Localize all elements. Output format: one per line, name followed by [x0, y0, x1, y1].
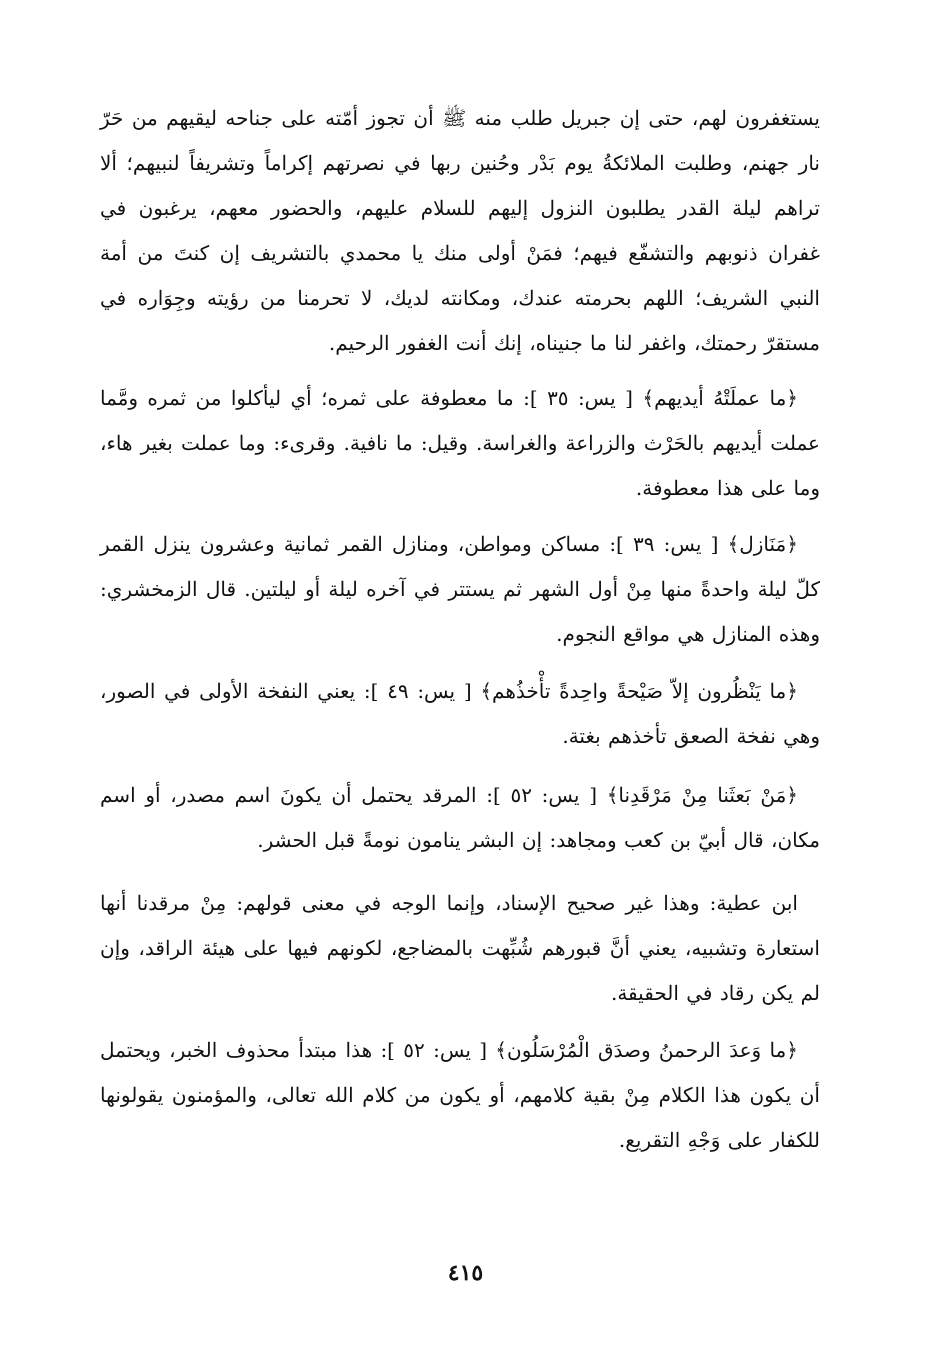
paragraph-ma-yanzurun: ﴿ما يَنْظُرون إلاّ صَيْحةً واحِدةً تأْخذُهم﴾ [ يس: ٤٩ ]: يعني النفخة الأولى في الصور، وهي نفخة الصعق تأخذهم بغتة. [100, 679, 820, 748]
paragraph-manazil: ﴿مَنَازل﴾ [ يس: ٣٩ ]: مساكن ومواطن، ومنازل القمر ثمانية وعشرون ينزل القمر كلّ ليلة واحدةً منها مِنْ أول الشهر ثم يستتر في آخره ليلة أو ليلتين. قال الزمخشري: وهذه المنازل هي مواقع النجوم. [100, 532, 820, 646]
page-number: ٤١٥ [447, 1260, 484, 1286]
paragraph-ma-amilathu: ﴿ما عملَتْهُ أيديهم﴾ [ يس: ٣٥ ]: ما معطوفة على ثمره؛ أي ليأكلوا من ثمره ومَّما عملت أيديهم بالحَرْث والزراعة والغراسة. وقيل: ما نافية. وقرىء: وما عملت بغير هاء، وما على هذا معطوفة. [100, 386, 820, 500]
page-body [100, 96, 820, 1163]
paragraph-ibn-atiyya: ابن عطية: وهذا غير صحيح الإسناد، وإنما الوجه في معنى قولهم: مِنْ مرقدنا أنها استعارة وتشبيه، يعني أنَّ قبورهم شُبِّهت بالمضاجع، لكونهم فيها على هيئة الراقد، وإن لم يكن رقاد في الحقيقة. [100, 891, 820, 1005]
paragraph-man-baathana: ﴿مَنْ بَعثَنا مِنْ مَرْقَدِنا﴾ [ يس: ٥٢ ]: المرقد يحتمل أن يكونَ اسم مصدر، أو اسم مكان، قال أبيّ بن كعب ومجاهد: إن البشر ينامون نومةً قبل الحشر. [100, 783, 820, 852]
paragraph-intro: يستغفرون لهم، حتى إن جبريل طلب منه ﷺ أن تجوز أمّته على جناحه ليقيهم من حَرّ نار جهنم، وطلبت الملائكةُ يوم بَدْر وحُنين ربها في نصرتهم إكراماً وتشريفاً لنبيهم؛ ألا تراهم ليلة القدر يطلبون النزول إليهم للسلام عليهم، والحضور معهم، يرغبون في غفران ذنوبهم والتشفّع فيهم؛ فمَنْ أولى منك يا محمدي بالتشريف إن كنتَ من أمة النبي الشريف؛ اللهم بحرمته عندك، ومكانته لديك، لا تحرمنا من رؤيته وجِوَاره في مستقرّ رحمتك، واغفر لنا ما جنيناه، إنك أنت الغفور الرحيم. [100, 106, 820, 355]
paragraph-ma-waada: ﴿ما وَعدَ الرحمنُ وصدَق الْمُرْسَلُون﴾ [ يس: ٥٢ ]: هذا مبتدأ محذوف الخبر، ويحتمل أن يكون هذا الكلام مِنْ بقية كلامهم، أو يكون من كلام الله تعالى، والمؤمنون يقولونها للكفار على وَجْهِ التقريع. [100, 1038, 820, 1152]
